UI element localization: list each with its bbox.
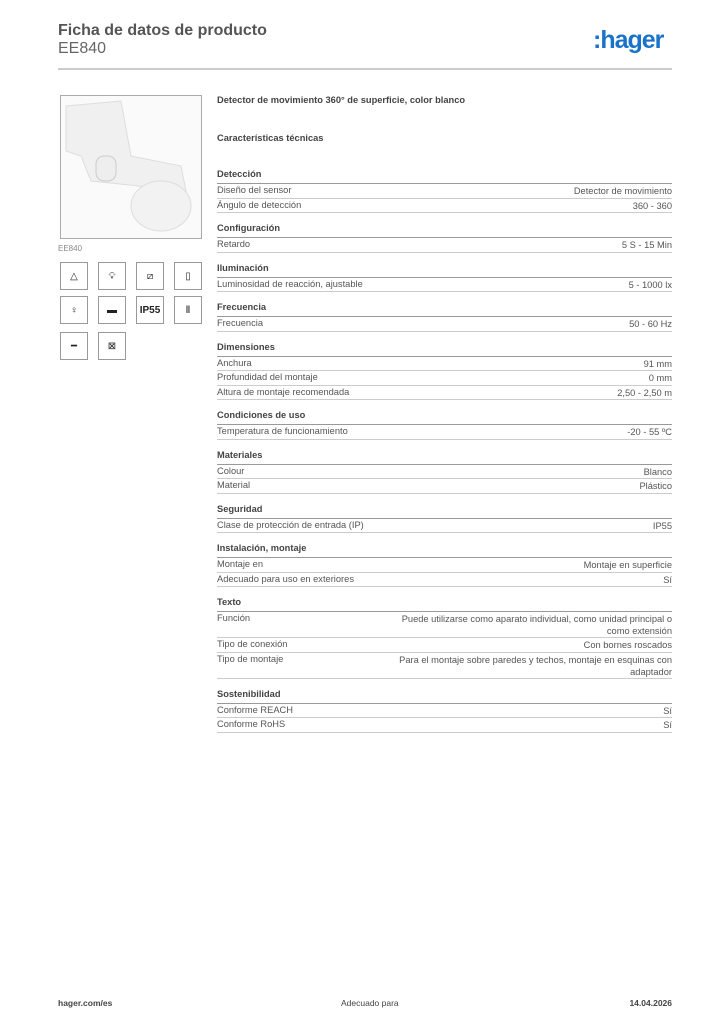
spec-label: Diseño del sensor — [217, 185, 292, 195]
spec-row — [217, 199, 672, 214]
spec-row — [217, 278, 672, 293]
spec-label: Tipo de montaje — [217, 653, 284, 664]
section-heading: Iluminación — [217, 263, 672, 278]
spec-value: Detector de movimiento — [573, 186, 672, 196]
spec-label: Profundidad del montaje — [217, 372, 318, 382]
hager-logo: :hager — [593, 26, 664, 54]
spec-row — [217, 386, 672, 401]
spec-value: Montaje en superficie — [583, 560, 672, 570]
section-heading: Condiciones de uso — [217, 410, 672, 425]
spec-row — [217, 653, 672, 679]
spec-sections — [217, 169, 672, 733]
spec-label: Temperatura de funcionamiento — [217, 426, 348, 436]
spec-label: Tipo de conexión — [217, 639, 288, 649]
electronic-transformer-icon: Ⅱ — [174, 296, 202, 324]
fluorescent-long-icon: ━ — [60, 332, 88, 360]
energy-saving-lamp-icon: ▯ — [174, 262, 202, 290]
spec-label: Clase de protección de entrada (IP) — [217, 519, 364, 530]
spec-row — [217, 558, 672, 573]
fluorescent-tube-icon: ▬ — [98, 296, 126, 324]
spec-value: Con bornes roscados — [583, 640, 672, 650]
spec-row — [217, 704, 672, 719]
spec-row — [217, 238, 672, 253]
section-heading: Sostenibilidad — [217, 689, 672, 704]
spec-row — [217, 184, 672, 199]
footer-website[interactable]: hager.com/es — [58, 998, 113, 1008]
image-caption: EE840 — [58, 244, 83, 253]
incandescent-bulb-icon: 💡︎ — [98, 262, 126, 290]
spec-value: Plástico — [639, 481, 672, 491]
spec-row — [217, 317, 672, 332]
mounting-angle-icon: ⊠ — [98, 332, 126, 360]
section-heading: Materiales — [217, 450, 672, 465]
spec-value: Puede utilizarse como aparato individual, como unidad principal o como extensión — [401, 614, 672, 636]
spec-value: Sí — [663, 720, 672, 730]
spec-row — [217, 479, 672, 494]
spec-value: -20 - 55 ºC — [627, 427, 672, 437]
spec-row — [217, 371, 672, 386]
spec-column — [217, 95, 672, 733]
ceiling-lamp-icon: △ — [60, 262, 88, 290]
spec-value: 91 mm — [643, 358, 672, 369]
ip55-icon: IP55 — [136, 296, 164, 324]
spec-value: Sí — [663, 705, 672, 716]
spec-row — [217, 612, 672, 638]
section-heading: Texto — [217, 597, 672, 612]
spec-row — [217, 573, 672, 588]
spec-row — [217, 357, 672, 372]
spec-label: Retardo — [217, 239, 251, 249]
halogen-transformer-icon: ⧄ — [136, 262, 164, 290]
spec-label: Adecuado para uso en exteriores — [217, 573, 354, 584]
section-heading: Frecuencia — [217, 302, 672, 317]
spec-value: 2,50 - 2,50 m — [617, 387, 672, 398]
spec-label: Montaje en — [217, 559, 263, 569]
spec-value: 0 mm — [648, 373, 672, 383]
section-heading: Instalación, montaje — [217, 543, 672, 558]
product-code: EE840 — [58, 40, 107, 57]
footer-date: 14.04.2026 — [629, 998, 672, 1008]
spec-value: Sí — [663, 574, 672, 585]
section-heading: Seguridad — [217, 504, 672, 519]
spec-label: Luminosidad de reacción, ajustable — [217, 278, 363, 289]
spec-row — [217, 425, 672, 440]
spec-value: 5 - 1000 lx — [628, 279, 672, 290]
spec-label: Altura de montaje recomendada — [217, 386, 350, 397]
product-description: Detector de movimiento 360° de superficie, color blanco — [217, 95, 466, 105]
header-divider — [58, 68, 672, 70]
spec-value: 5 S - 15 Min — [621, 240, 672, 250]
spec-value: Blanco — [643, 466, 672, 477]
section-heading: Configuración — [217, 223, 672, 238]
spec-value: 360 - 360 — [632, 200, 672, 211]
spec-row — [217, 519, 672, 534]
product-image — [60, 95, 202, 239]
footer-center: Adecuado para — [341, 998, 399, 1008]
spec-label: Colour — [217, 465, 245, 476]
spec-label: Anchura — [217, 357, 252, 368]
spec-label: Ángulo de detección — [217, 199, 302, 210]
spec-row — [217, 638, 672, 653]
spec-value: Para el montaje sobre paredes y techos, montaje en esquinas con adaptador — [399, 654, 672, 677]
spec-row — [217, 465, 672, 480]
spec-label: Función — [217, 613, 251, 623]
spec-label: Conforme REACH — [217, 704, 293, 715]
bulb-icon: ♀ — [60, 296, 88, 324]
spec-label: Conforme RoHS — [217, 719, 286, 729]
spec-row — [217, 718, 672, 733]
spec-label: Material — [217, 480, 251, 490]
section-heading: Dimensiones — [217, 342, 672, 357]
section-heading: Detección — [217, 169, 672, 184]
page-title: Ficha de datos de producto — [58, 22, 267, 39]
spec-label: Frecuencia — [217, 318, 263, 328]
spec-value: IP55 — [652, 520, 672, 531]
spec-value: 50 - 60 Hz — [629, 319, 672, 329]
tech-heading: Características técnicas — [217, 133, 324, 143]
